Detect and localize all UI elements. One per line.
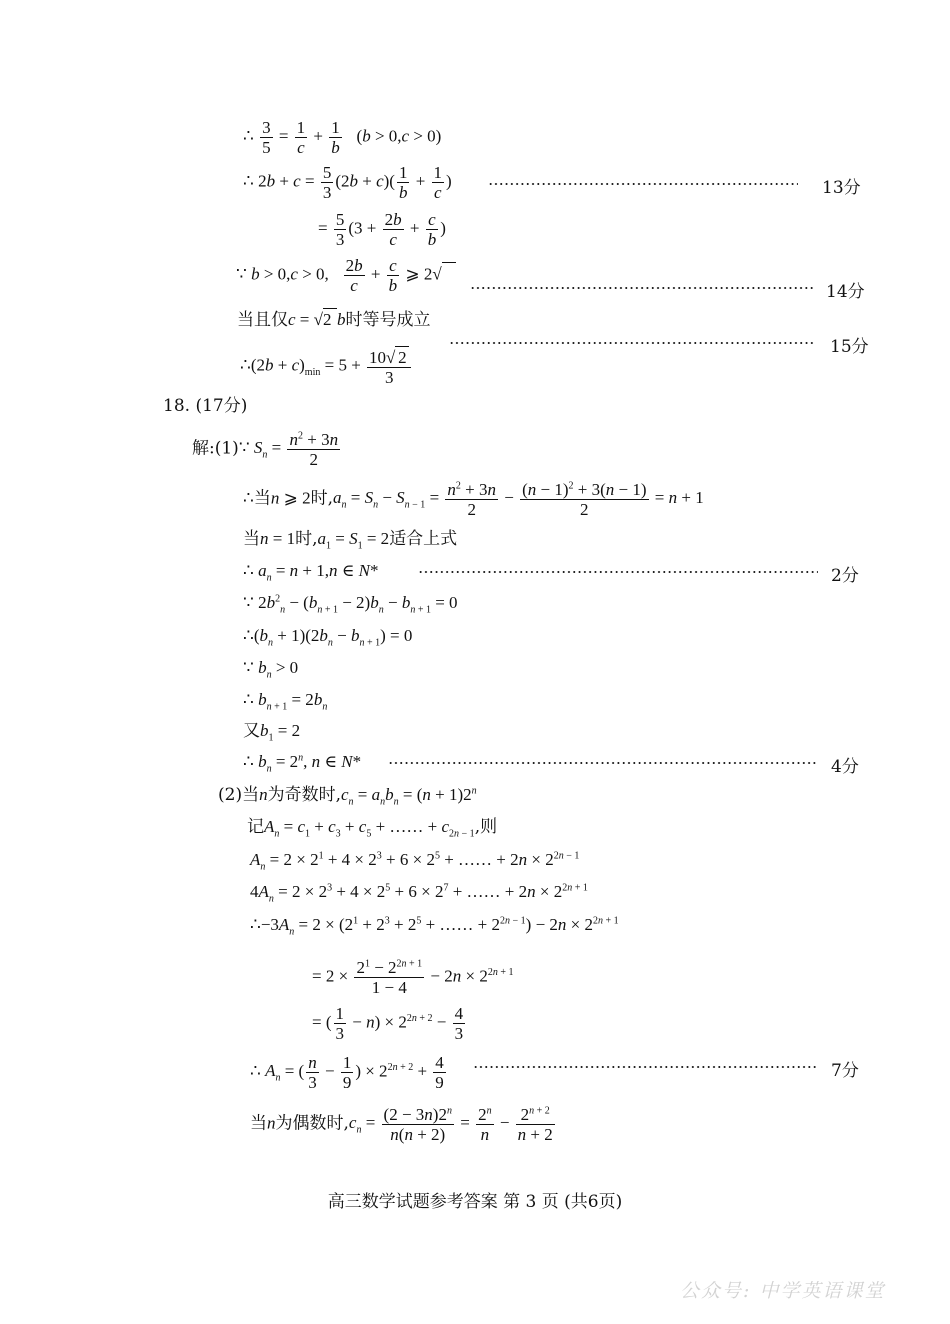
score-13: 13分 <box>822 178 861 198</box>
leader-dots <box>388 762 818 764</box>
score-7: 7分 <box>831 1061 859 1081</box>
leader-dots <box>473 1066 818 1068</box>
q18-an-derivation: ∴当n ⩾ 2时$,a_n = S_n - S_{n - 1}$ = $\frac{n^2 + 3n}{2}$ − $\frac{(n - 1)^2 + 3(n - 1)}{2}$ = n + 1 <box>243 480 704 519</box>
score-2: 2分 <box>831 566 859 586</box>
eq-2b-plus-c: ∴ 2b + c = $\frac{5}{3}$ (2b + c)( $\frac{1}{b}$ + $\frac{1}{c}$ ) <box>243 163 452 202</box>
score-4: 4分 <box>831 757 859 777</box>
q18-part2-odd: (2)当n为奇数时$,c_n = a_nb_n = (n + 1)2^n$ <box>218 785 477 808</box>
q18-an-result: ∴ $a_n = n + 1,n$ ∈ N* <box>243 561 379 584</box>
eq-amgm: ∵ b > 0,c > 0, $\frac{2b}{c}$ + $\frac{c}{b}$ ⩾ 2√ <box>236 256 456 295</box>
q18-b1: 又$b_1 = 2$ <box>243 721 301 744</box>
q18-header: 18. (17分) <box>163 396 248 416</box>
leader-dots <box>449 342 815 344</box>
page-footer: 高三数学试题参考答案 第 3 页 (共6页) <box>327 1192 623 1212</box>
q18-an-sum: $A_n = 2 \times 2^1 + 4 \times 2^3 + 6 \times 2^5$ + …… + $2n \times 2^{2n - 1}$ <box>250 850 580 873</box>
q18-sn: 解:(1)∵ $S_n$ = $\frac{n^2 + 3n}{2}$ <box>192 430 339 469</box>
watermark: 公众号: 中学英语课堂 <box>680 1280 886 1302</box>
score-15: 15分 <box>830 337 869 357</box>
q18-bn-recurrence: ∵ $2b^2_n - (b_{n + 1} - 2)b_n - b_{n + 1} = 0$ <box>243 593 458 616</box>
q18-geometric: = 2 × $\frac{2^1 - 2^{2n + 1}}{1 - 4}$ − $2n \times 2^{2n + 1}$ <box>312 958 514 997</box>
q18-record-an: 记$A_n = c_1 + c_3 + c_5$ + …… + $c_{2n - 1}$,则 <box>247 817 498 840</box>
q18-simplify: = ( $\frac{1}{3}$ − $n) \times 2^{2n + 2}$ − $\frac{4}{3}$ <box>312 1004 464 1043</box>
equality-condition: 当且仅c = √2 b时等号成立 <box>237 310 431 330</box>
leader-dots <box>418 571 818 573</box>
eq-ratio: ∴ $\frac{3}{5}$ = $\frac{1}{c}$ + $\frac{1}{b}$ (b > 0,c > 0) <box>243 118 442 157</box>
q18-n-eq-1: 当n = 1时$,a_1 = S_1 = 2$适合上式 <box>243 529 458 552</box>
q18-bn-positive: ∵ $b_n > 0$ <box>243 658 299 681</box>
leader-dots <box>470 287 815 289</box>
q18-bn-result: ∴ $b_n = 2^n$, n ∈ N* <box>243 752 362 775</box>
q18-4an-sum: $4A_n = 2 \times 2^3 + 4 \times 2^5 + 6 \times 2^7$ + …… + $2n \times 2^{2n + 1}$ <box>250 882 588 905</box>
q18-bn-factor: $\therefore(b_n + 1)(2b_n - b_{n + 1}) = 0$ <box>243 626 413 649</box>
score-14: 14分 <box>826 282 865 302</box>
eq-expand: = $\frac{5}{3}$ (3 + $\frac{2b}{c}$ + $\frac{c}{b}$ ) <box>318 210 446 249</box>
q18-subtract: $\therefore-3A_n = 2 \times (2^1 + 2^3 + 2^5$ + …… + $2^{2n - 1}) - 2n \times 2^{2n + 1}$ <box>250 915 619 938</box>
eq-min: ∴(2b + $c)_{min} = 5$ + $\frac{10√ 2}{3}$ <box>240 346 413 387</box>
q18-bn-ratio: ∴ $b_{n + 1} = 2b_n$ <box>243 690 328 713</box>
q18-even: 当n为偶数时$,c_n$ = $\frac{(2 - 3n)2^n}{n(n + 2)}$ = $\frac{2^n}{n}$ − $\frac{2^{n + 2}}{n + 2}$ <box>250 1105 553 1144</box>
leader-dots <box>488 183 798 185</box>
q18-an-odd-result: ∴ $A_n$ = ( $\frac{n}{3}$ − $\frac{1}{9}$ ) × $2^{2n + 2}$ + $\frac{4}{9}$ <box>250 1053 444 1092</box>
